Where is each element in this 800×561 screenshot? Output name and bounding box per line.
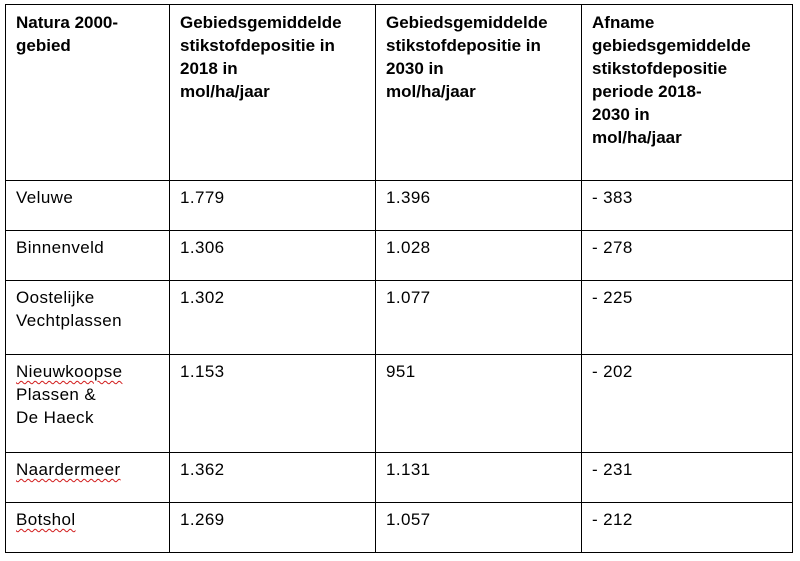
area-name-cell xyxy=(6,453,170,503)
deposition-2030-cell: 1.077 xyxy=(376,281,582,355)
area-name-cell: Oostelijke Vechtplassen xyxy=(6,281,170,355)
nitrogen-deposition-table xyxy=(5,4,793,553)
deposition-2018-cell: 1.269 xyxy=(170,503,376,553)
deposition-2030-cell: 951 xyxy=(376,355,582,453)
deposition-2018-cell: 1.779 xyxy=(170,181,376,231)
deposition-2018-cell: 1.306 xyxy=(170,231,376,281)
table-row-binnenveld xyxy=(6,231,793,281)
deposition-2018-cell: 1.153 xyxy=(170,355,376,453)
decrease-cell: - 225 xyxy=(582,281,793,355)
table-row-oostelijke-vechtplassen xyxy=(6,281,793,355)
deposition-2030-cell: 1.057 xyxy=(376,503,582,553)
header-deposition-decrease: Afname gebiedsgemiddelde stikstofdepositie periode 2018- 2030 in mol/ha/jaar xyxy=(582,5,793,181)
decrease-cell: - 231 xyxy=(582,453,793,503)
area-name-cell: Nieuwkoopse Plassen & De Haeck xyxy=(6,355,170,453)
decrease-cell: - 212 xyxy=(582,503,793,553)
area-name-cell xyxy=(6,503,170,553)
decrease-cell: - 202 xyxy=(582,355,793,453)
spellcheck-flagged-word: Botshol xyxy=(16,510,76,529)
spellcheck-flagged-word: Nieuwkoopse xyxy=(16,362,123,381)
header-natura-2000-area: Natura 2000- gebied xyxy=(6,5,170,181)
table-row-veluwe xyxy=(6,181,793,231)
header-deposition-2030: Gebiedsgemiddelde stikstofdepositie in 2030 in mol/ha/jaar xyxy=(376,5,582,181)
table-row-nieuwkoopse-plassen xyxy=(6,355,793,453)
deposition-2030-cell: 1.396 xyxy=(376,181,582,231)
spellcheck-flagged-word: Naardermeer xyxy=(16,460,121,479)
deposition-2030-cell: 1.131 xyxy=(376,453,582,503)
decrease-cell: - 278 xyxy=(582,231,793,281)
deposition-2018-cell: 1.362 xyxy=(170,453,376,503)
area-name-cell: Binnenveld xyxy=(6,231,170,281)
header-deposition-2018: Gebiedsgemiddelde stikstofdepositie in 2018 in mol/ha/jaar xyxy=(170,5,376,181)
table-row-naardermeer xyxy=(6,453,793,503)
deposition-2018-cell: 1.302 xyxy=(170,281,376,355)
table-row-botshol xyxy=(6,503,793,553)
deposition-2030-cell: 1.028 xyxy=(376,231,582,281)
header-row xyxy=(6,5,793,181)
decrease-cell: - 383 xyxy=(582,181,793,231)
area-name-cell: Veluwe xyxy=(6,181,170,231)
